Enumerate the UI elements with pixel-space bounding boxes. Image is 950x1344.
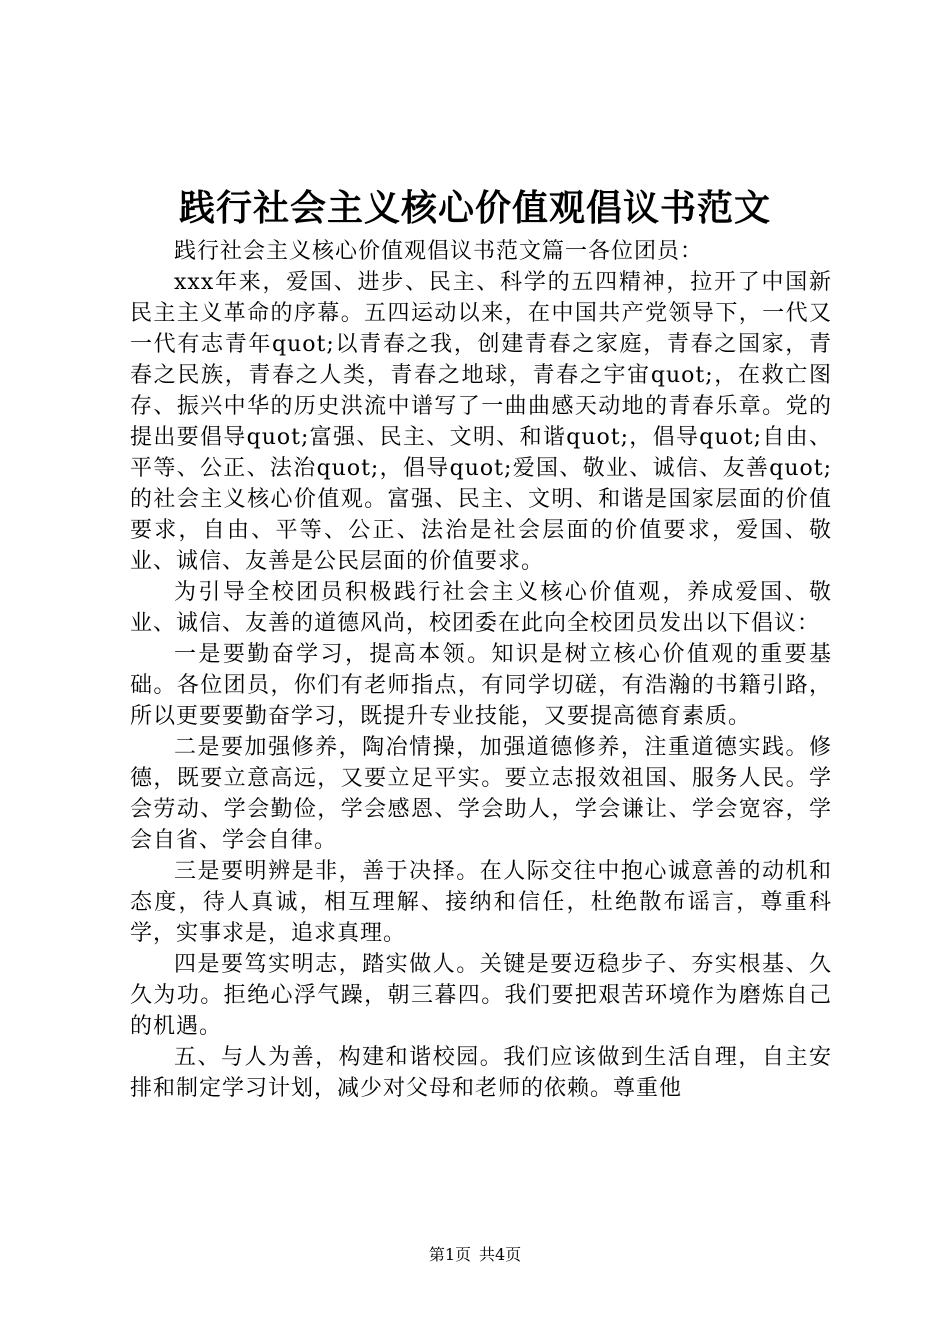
- document-body: [130, 236, 832, 1104]
- paragraph-point-5: 五、与人为善，构建和谐校园。我们应该做到生活自理，自主安排和制定学习计划，减少对父母和老师的依赖。尊重他: [130, 1045, 832, 1101]
- paragraph-call: 为引导全校团员积极践行社会主义核心价值观，养成爱国、敬业、诚信、友善的道德风尚，校团委在此向全校团员发出以下倡议：: [130, 580, 832, 636]
- paragraph-point-4: 四是要笃实明志，踏实做人。关键是要迈稳步子、夯实根基、久久为功。拒绝心浮气躁，朝三暮四。我们要把艰苦环境作为磨炼自己的机遇。: [130, 952, 832, 1039]
- paragraph-point-3: 三是要明辨是非，善于决择。在人际交往中抱心诚意善的动机和态度，待人真诚，相互理解、接纳和信任，杜绝散布谣言，尊重科学，实事求是，追求真理。: [130, 859, 832, 946]
- paragraph-point-1: 一是要勤奋学习，提高本领。知识是树立核心价值观的重要基础。各位团员，你们有老师指点，有同学切磋，有浩瀚的书籍引路，所以更要要勤奋学习，既提升专业技能，又要提高德育素质。: [130, 642, 832, 729]
- page-footer: [0, 1243, 950, 1267]
- paragraph-point-2: 二是要加强修养，陶冶情操，加强道德修养，注重道德实践。修德，既要立意高远，又要立足平实。要立志报效祖国、服务人民。学会劳动、学会勤俭，学会感恩、学会助人，学会谦让、学会宽容，学会自省、学会自律。: [130, 735, 832, 853]
- document-title: 践行社会主义核心价值观倡议书范文: [178, 187, 771, 229]
- paragraph-greeting: 践行社会主义核心价值观倡议书范文篇一各位团员：: [174, 239, 704, 264]
- page-number: 第1页: [428, 1245, 471, 1264]
- paragraph-intro: xxx年来，爱国、进步、民主、科学的五四精神，拉开了中国新民主主义革命的序幕。五四运动以来，在中国共产党领导下，一代又一代有志青年quot;以青春之我，创建青春之家庭，青春之国家，青春之民族，青春之人类，青春之地球，青春之宇宙quot;，在救亡图存、振兴中华的历史洪流中谱写了一曲曲感天动地的青春乐章。党的提出要倡导quot;富强、民主、文明、和谐quot;，倡导quot;自由、平等、公正、法治quot;，倡导quot;爱国、敬业、诚信、友善quot;的社会主义核心价值观。富强、民主、文明、和谐是国家层面的价值要求，自由、平等、公正、法治是社会层面的价值要求，爱国、敬业、诚信、友善是公民层面的价值要求。: [130, 270, 832, 574]
- page-total: 共4页: [479, 1245, 522, 1264]
